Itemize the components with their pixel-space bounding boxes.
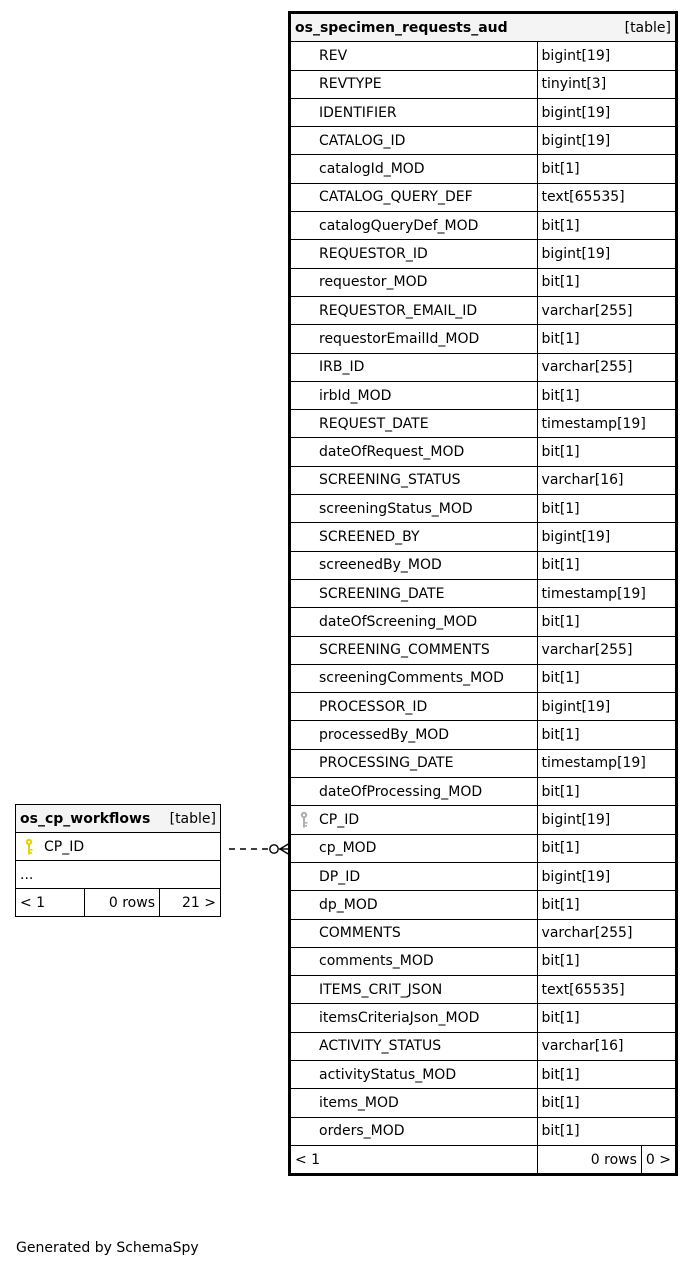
column-type: text[65535] <box>537 183 676 211</box>
table-row <box>290 155 677 183</box>
column-name: IDENTIFIER <box>319 104 397 121</box>
column-name: dateOfProcessing_MOD <box>319 783 483 800</box>
column-name-cell <box>290 325 538 353</box>
column-name: SCREENING_DATE <box>319 585 445 602</box>
column-type: bit[1] <box>537 268 676 296</box>
column-name-cell <box>290 579 538 607</box>
column-type: bit[1] <box>537 1060 676 1088</box>
side-table-nav <box>16 889 221 917</box>
column-name-cell <box>290 410 538 438</box>
column-name-cell <box>290 862 538 890</box>
table-row <box>290 806 677 834</box>
column-type: bit[1] <box>537 947 676 975</box>
column-name: SCREENING_COMMENTS <box>319 642 490 659</box>
column-name-cell <box>290 778 538 806</box>
side-table-ellipsis-row <box>16 861 221 889</box>
column-type: bit[1] <box>537 608 676 636</box>
column-name: catalogQueryDef_MOD <box>319 217 479 234</box>
column-name: requestorEmailId_MOD <box>319 330 480 347</box>
column-name-cell <box>290 608 538 636</box>
side-table-ellipsis: ... <box>16 861 221 889</box>
column-name-cell <box>290 155 538 183</box>
table-row <box>290 891 677 919</box>
table-row <box>290 42 677 70</box>
table-row <box>290 1089 677 1117</box>
table-row <box>290 778 677 806</box>
side-column-name: CP_ID <box>44 838 85 855</box>
column-name-cell <box>290 183 538 211</box>
column-name-cell <box>290 1032 538 1060</box>
column-name: ITEMS_CRIT_JSON <box>319 981 443 998</box>
table-row <box>290 1117 677 1145</box>
column-name: requestor_MOD <box>319 274 428 291</box>
table-row <box>290 919 677 947</box>
column-name-cell <box>290 749 538 777</box>
zero-marker-icon <box>270 845 278 853</box>
table-row <box>290 608 677 636</box>
column-name: screenedBy_MOD <box>319 557 442 574</box>
main-table-header-cell <box>290 13 677 42</box>
table-row <box>290 70 677 98</box>
table-row <box>290 240 677 268</box>
table-row <box>290 353 677 381</box>
column-type: bit[1] <box>537 212 676 240</box>
table-row <box>290 1004 677 1032</box>
column-type: text[65535] <box>537 976 676 1004</box>
column-name-cell <box>290 240 538 268</box>
column-type: bigint[19] <box>537 127 676 155</box>
table-row <box>290 1032 677 1060</box>
column-name: processedBy_MOD <box>319 727 450 744</box>
column-name: CP_ID <box>319 811 360 828</box>
column-name-cell <box>290 664 538 692</box>
column-type: bigint[19] <box>537 98 676 126</box>
column-type: timestamp[19] <box>537 410 676 438</box>
column-type: varchar[255] <box>537 353 676 381</box>
column-name-cell <box>290 1060 538 1088</box>
table-row <box>290 1060 677 1088</box>
table-row <box>290 523 677 551</box>
table-row <box>290 834 677 862</box>
column-type: bit[1] <box>537 664 676 692</box>
column-name: cp_MOD <box>319 840 377 857</box>
column-type: bit[1] <box>537 1089 676 1117</box>
column-name: CATALOG_QUERY_DEF <box>319 189 473 206</box>
column-name-cell <box>290 127 538 155</box>
column-name: PROCESSOR_ID <box>319 698 428 715</box>
column-type: bigint[19] <box>537 693 676 721</box>
table-row <box>290 466 677 494</box>
side-column-cp-id <box>16 833 221 861</box>
column-type: timestamp[19] <box>537 749 676 777</box>
column-name: itemsCriteriaJson_MOD <box>319 1010 480 1027</box>
table-row <box>290 410 677 438</box>
table-row <box>290 212 677 240</box>
column-type: timestamp[19] <box>537 579 676 607</box>
column-name: orders_MOD <box>319 1123 405 1140</box>
table-row <box>290 862 677 890</box>
column-name: IRB_ID <box>319 359 365 376</box>
column-name-cell <box>290 98 538 126</box>
main-table-nav <box>290 1145 677 1174</box>
column-type: bit[1] <box>537 1117 676 1145</box>
column-name-cell <box>290 693 538 721</box>
column-type: varchar[255] <box>537 296 676 324</box>
column-name-cell <box>290 212 538 240</box>
table-row <box>290 268 677 296</box>
column-name-cell <box>290 42 538 70</box>
table-row <box>290 381 677 409</box>
column-name: DP_ID <box>319 868 361 885</box>
column-type: bigint[19] <box>537 42 676 70</box>
column-type: varchar[16] <box>537 1032 676 1060</box>
column-name-cell <box>290 70 538 98</box>
column-name: REQUESTOR_EMAIL_ID <box>319 302 478 319</box>
side-parents-link[interactable]: < 1 <box>16 889 85 917</box>
column-name: REQUESTOR_ID <box>319 246 428 263</box>
column-name: catalogId_MOD <box>319 161 425 178</box>
column-name-cell <box>290 268 538 296</box>
column-name-cell <box>290 806 538 834</box>
side-table-kind: [table] <box>169 810 216 827</box>
column-name: PROCESSING_DATE <box>319 755 454 772</box>
column-type: bit[1] <box>537 381 676 409</box>
column-type: bit[1] <box>537 834 676 862</box>
column-name: dateOfRequest_MOD <box>319 444 465 461</box>
table-row <box>290 636 677 664</box>
column-name: screeningStatus_MOD <box>319 500 473 517</box>
column-name-cell <box>290 1089 538 1117</box>
column-type: bit[1] <box>537 495 676 523</box>
main-table <box>288 11 678 1176</box>
main-children-link[interactable]: 0 > <box>641 1145 676 1174</box>
column-name-cell <box>290 721 538 749</box>
column-name-cell <box>290 834 538 862</box>
column-type: bit[1] <box>537 778 676 806</box>
column-type: bit[1] <box>537 891 676 919</box>
column-name: screeningComments_MOD <box>319 670 504 687</box>
column-name: REQUEST_DATE <box>319 415 429 432</box>
column-name-cell <box>290 1004 538 1032</box>
side-rows-count: 0 rows <box>85 889 160 917</box>
column-type: bigint[19] <box>537 240 676 268</box>
column-name: dateOfScreening_MOD <box>319 613 478 630</box>
table-row <box>290 947 677 975</box>
column-name-cell <box>290 976 538 1004</box>
column-type: bit[1] <box>537 551 676 579</box>
column-type: bit[1] <box>537 721 676 749</box>
column-name-cell <box>290 353 538 381</box>
column-type: varchar[255] <box>537 919 676 947</box>
column-name-cell <box>290 381 538 409</box>
main-table-header <box>290 13 677 42</box>
main-parents-link[interactable]: < 1 <box>290 1145 538 1174</box>
table-row <box>290 976 677 1004</box>
side-table-row <box>16 833 221 861</box>
column-name: CATALOG_ID <box>319 132 406 149</box>
table-row <box>290 693 677 721</box>
table-row <box>290 127 677 155</box>
table-row <box>290 551 677 579</box>
table-row <box>290 325 677 353</box>
side-table-name[interactable]: os_cp_workflows <box>20 810 151 827</box>
column-type: bigint[19] <box>537 523 676 551</box>
column-name-cell <box>290 466 538 494</box>
column-name: SCREENING_STATUS <box>319 472 461 489</box>
column-type: bit[1] <box>537 325 676 353</box>
column-name: REVTYPE <box>319 76 382 93</box>
table-row <box>290 495 677 523</box>
table-row <box>290 664 677 692</box>
side-children-link[interactable]: 21 > <box>160 889 221 917</box>
main-rows-count: 0 rows <box>537 1145 641 1174</box>
table-row <box>290 183 677 211</box>
side-table <box>15 804 221 917</box>
column-name: irbId_MOD <box>319 387 392 404</box>
column-name: comments_MOD <box>319 953 434 970</box>
column-name-cell <box>290 495 538 523</box>
column-name-cell <box>290 891 538 919</box>
side-table-header <box>16 805 221 833</box>
table-row <box>290 296 677 324</box>
main-table-kind: [table] <box>624 19 671 36</box>
footer-text: Generated by SchemaSpy <box>16 1240 199 1256</box>
foreign-key-icon <box>298 811 310 829</box>
table-row <box>290 721 677 749</box>
column-type: tinyint[3] <box>537 70 676 98</box>
column-name: SCREENED_BY <box>319 528 420 545</box>
side-table-header-cell <box>16 805 221 833</box>
column-name: ACTIVITY_STATUS <box>319 1038 442 1055</box>
column-name: COMMENTS <box>319 925 401 942</box>
column-type: bit[1] <box>537 155 676 183</box>
table-row <box>290 98 677 126</box>
column-type: varchar[255] <box>537 636 676 664</box>
column-type: bigint[19] <box>537 862 676 890</box>
column-name-cell <box>290 947 538 975</box>
column-name-cell <box>290 438 538 466</box>
column-name: dp_MOD <box>319 896 378 913</box>
column-name-cell <box>290 551 538 579</box>
column-name: items_MOD <box>319 1094 399 1111</box>
column-name-cell <box>290 919 538 947</box>
table-row <box>290 579 677 607</box>
column-type: bit[1] <box>537 438 676 466</box>
column-name-cell <box>290 296 538 324</box>
column-name: REV <box>319 47 348 64</box>
primary-key-icon <box>23 838 35 856</box>
column-name-cell <box>290 636 538 664</box>
column-type: bit[1] <box>537 1004 676 1032</box>
table-row <box>290 749 677 777</box>
main-table-name[interactable]: os_specimen_requests_aud <box>295 19 508 36</box>
table-row <box>290 438 677 466</box>
column-name-cell <box>290 1117 538 1145</box>
column-type: varchar[16] <box>537 466 676 494</box>
column-name: activityStatus_MOD <box>319 1066 457 1083</box>
column-type: bigint[19] <box>537 806 676 834</box>
column-name-cell <box>290 523 538 551</box>
